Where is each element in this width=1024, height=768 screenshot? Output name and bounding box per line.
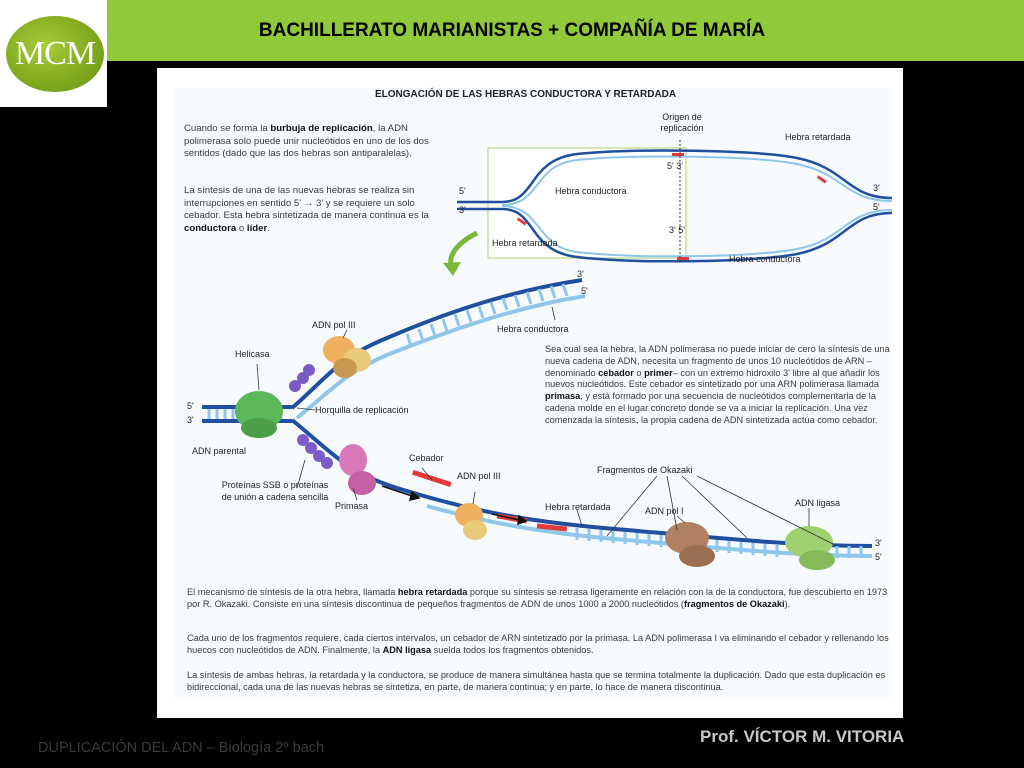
side-paragraph: Sea cual sea la hebra, la ADN polimerasa no puede iniciar de cero la síntesis de una nueva cadena de ADN, necesita un fragmento de unos 10 nucleótidos de ARN –denominado cebador o primer– con un extremo hidroxilo 3' libre al que añadir los nuevos nucleótidos. Este cebador es sintetizado por una ARN polimerasa llamada primasa, y está formado por una secuencia de nucleótidos complementaria de la cadena molde en el lugar concreto donde se va a iniciar la replicación. Una vez comenzada la síntesis, la propia cadena de ADN sintetizada actúa como cebador.	[545, 344, 890, 425]
label-adn-pol-i: ADN pol I	[645, 506, 684, 516]
label-adn-parental: ADN parental	[192, 446, 247, 456]
bottom-paragraph-3: La síntesis de ambas hebras, la retardada y la conductora, se produce de manera simultánea hasta que se termina totalmente la duplicación. Dado que esta duplicación es bidireccional, cada una de las nuevas hebras se sintetiza, en parte, de manera continua; y en parte, lo hace de manera discontinua.	[187, 670, 886, 692]
label-hebra-conductora: Hebra conductora	[497, 324, 569, 334]
label-helicasa: Helicasa	[235, 349, 270, 359]
label-fork-5prime-top: 5'	[581, 286, 588, 296]
intro-paragraph-1: Cuando se forma la burbuja de replicación, la ADN polimerasa solo puede unir nucleótidos en uno de los dos sentidos (dado que las dos hebras son antiparalelas).	[184, 123, 429, 160]
label-retarded-bottom: Hebra retardada	[492, 238, 558, 248]
label-adn-pol-iii-top: ADN pol III	[312, 320, 356, 330]
label-ssb: Proteínas SSB o proteínas de unión a cadena sencilla	[221, 480, 329, 502]
bottom-paragraph-1: El mecanismo de síntesis de la otra hebra, llamada hebra retardada porque su síntesis se retrasa ligeramente en relación con la de la conductora, fue descubierto en 1973 por R. Okazaki. Consiste en una síntesis discontinua de pequeños fragmentos de ADN de unos 1000 a 2000 nucleótidos (fragmentos de Okazaki).	[187, 587, 888, 609]
diagram-title: ELONGACIÓN DE LAS HEBRAS CONDUCTORA Y RETARDADA	[375, 89, 677, 100]
label-3prime-fork-left: 3'	[187, 415, 194, 425]
bottom-paragraph-2: Cada uno de los fragmentos requiere, cada ciertos intervalos, un cebador de ARN sintetizado por la primasa. La ADN polimerasa I va eliminando el cebador y rellenando los huecos con nucleótidos de ADN. Finalmente, la ADN ligasa suelda todos los fragmentos obtenidos.	[187, 633, 889, 655]
intro-paragraph-2: La síntesis de una de las nuevas hebras se realiza sin interrupciones en sentido 5' → 3' y se requiere un solo cebador. Esta hebra sintetizada de manera continua es la conductora o líder.	[184, 185, 429, 234]
label-mid-top: 5' 3'	[667, 161, 683, 171]
slide-title: BACHILLERATO MARIANISTAS + COMPAÑÍA DE MARÍA	[258, 19, 766, 41]
label-horquilla: Horquilla de replicación	[315, 405, 409, 415]
label-3prime-right: 3'	[873, 183, 880, 193]
label-3prime-left: 3'	[459, 205, 466, 215]
label-primasa: Primasa	[335, 501, 369, 511]
label-leading-in: Hebra conductora	[555, 186, 627, 196]
label-origin: Origen de replicación	[660, 112, 704, 133]
logo-text: MCM	[14, 35, 96, 72]
lagging-strand	[292, 420, 872, 558]
adn-pol-i	[665, 522, 715, 567]
label-fork-3prime-top: 3'	[577, 269, 584, 279]
label-fork-3prime-bottom: 3'	[875, 538, 882, 548]
label-adn-ligasa: ADN ligasa	[795, 498, 841, 508]
ssb-proteins	[289, 364, 333, 469]
label-5prime-right: 5'	[873, 202, 880, 212]
helicase	[235, 391, 283, 438]
primase	[339, 444, 376, 495]
label-fork-5prime-bottom: 5'	[875, 552, 882, 562]
label-retarded-top: Hebra retardada	[785, 132, 851, 142]
label-cebador: Cebador	[409, 453, 444, 463]
label-mid-bottom: 3' 5'	[669, 225, 685, 235]
label-hebra-retardada: Hebra retardada	[545, 502, 611, 512]
label-fragmentos-okazaki: Fragmentos de Okazaki	[597, 465, 693, 475]
footer-author: Prof. VÍCTOR M. VITORIA	[700, 727, 905, 746]
label-adn-pol-iii-bottom: ADN pol III	[457, 471, 501, 481]
diagram-panel	[157, 68, 903, 718]
footer-course: DUPLICACIÓN DEL ADN – Biología 2º bach	[38, 740, 325, 756]
logo-box	[0, 0, 107, 107]
label-5prime-fork-left: 5'	[187, 401, 194, 411]
label-5prime-left: 5'	[459, 186, 466, 196]
label-leading-bottom: Hebra conductora	[729, 254, 801, 264]
